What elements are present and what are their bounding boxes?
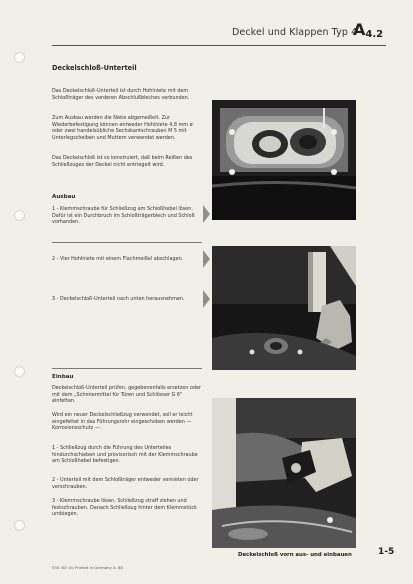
einbau-paragraph-2: Wird ein neuer Deckelschließzug verwendet, soll er leicht eingefettet in das Führungsrohr eingeschoben werden — Korrosionsschutz —. xyxy=(52,412,193,432)
binder-hole xyxy=(14,520,25,531)
photo-installation xyxy=(212,398,356,548)
photo-chisel xyxy=(212,246,356,370)
page-number: 1-5 xyxy=(378,547,395,557)
intro-title: Deckelschloß-Unterteil xyxy=(52,64,137,72)
section-code-main: A xyxy=(353,20,366,39)
divider xyxy=(52,368,202,369)
einbau-step-3: 3 - Klemmschraube lösen, Schließzug straff ziehen und festschrauben. Danach Schließzug hinter dem Klemmstück umbiegen. xyxy=(52,498,197,518)
einbau-title: Einbau xyxy=(52,374,74,380)
section-code-sub: 4.2 xyxy=(365,29,384,40)
ausbau-step-2: 2 - Vier Hohlniete mit einem Flachmeißel abschlagen. xyxy=(52,256,184,262)
einbau-step-2: 2 - Unterteil mit dem Schloßträger entweder vernieten oder verschrauben. xyxy=(52,477,199,490)
ausbau-title: Ausbau xyxy=(52,194,76,200)
photo-lock-assembly xyxy=(212,100,356,220)
divider xyxy=(52,242,202,243)
einbau-paragraph-1: Deckelschloß-Unterteil prüfen, gegebenenfalls ersetzen oder mit dem „Schmiermittel für Türen und Schlösser G 6" einfetten. xyxy=(52,385,202,405)
binder-hole xyxy=(14,52,25,63)
pointer-arrow xyxy=(203,250,210,268)
header-title: Deckel und Klappen Typ 4 xyxy=(232,27,358,38)
intro-paragraph-3: Das Deckelschloß ist so konstruiert, daß beim Reißen des Schließzuges der Deckel nicht entriegelt wird. xyxy=(52,155,193,168)
pointer-arrow xyxy=(203,205,210,223)
ausbau-step-3: 3 - Deckelschloß-Unterteil nach unten herausnehmen. xyxy=(52,296,185,302)
intro-paragraph-1: Das Deckelschloß-Unterteil ist durch Hohlniete mit dem Schloßträger des vorderen Abschlußbleches verbunden. xyxy=(52,88,190,101)
print-info: 530 307 00 Printed in Germany X. 68 xyxy=(52,565,123,570)
header-rule xyxy=(52,45,386,46)
binder-hole xyxy=(14,366,25,377)
footer-title: Deckelschloß vorn aus- und einbauen xyxy=(238,552,352,558)
section-code xyxy=(353,20,383,40)
ausbau-step-1: 1 - Klemmschraube für Schließzug am Schloßhebel lösen. Dafür ist ein Durchbruch im Schloßträgerblech und Schloß vorhanden. xyxy=(52,206,195,226)
binder-hole xyxy=(14,210,25,221)
einbau-step-1: 1 - Schließzug durch die Führung des Unterteiles hindurchschieben und provisorisch mit der Klemmschraube am Schloßhebel befestigen. xyxy=(52,445,198,465)
intro-paragraph-2: Zum Ausbau werden die Niete abgemeißelt. Zur Wiederbefestigung können entweder Hohlniete 4,8 mm ø oder zwei handelsübliche Sechskantschrauben M 5 mit Unterlegscheiben und Muttern verwendet werden. xyxy=(52,115,193,141)
pointer-arrow xyxy=(203,290,210,308)
